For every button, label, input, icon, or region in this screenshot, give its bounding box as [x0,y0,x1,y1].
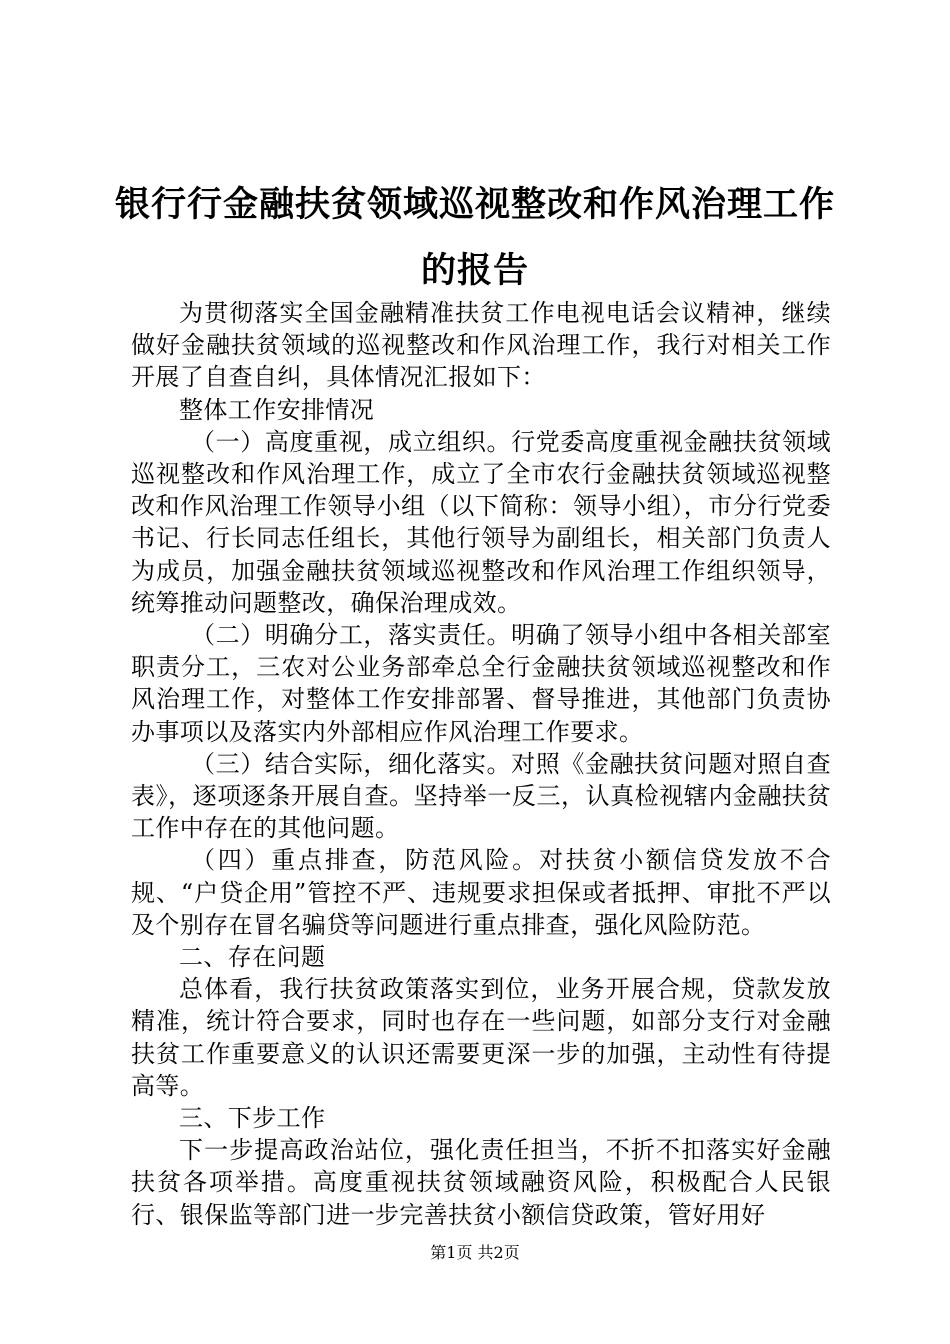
document-body [131,297,831,1231]
section-heading-next-steps: 三、下步工作 [179,1104,326,1133]
paragraph-item-3: （三）结合实际，细化落实。对照《金融扶贫问题对照自查表》，逐项逐条开展自查。坚持举一反三，认真检视辖内金融扶贫工作中存在的其他问题。 [131,749,831,843]
page-footer: 第1页 共2页 [430,1243,520,1262]
section-heading-problems: 二、存在问题 [179,943,326,972]
next-steps-paragraph: 下一步提高政治站位，强化责任担当，不折不扣落实好金融扶贫各项举措。高度重视扶贫领域融资风险，积极配合人民银行、银保监等部门进一步完善扶贫小额信贷政策，管好用好 [131,1136,831,1229]
paragraph-item-1: （一）高度重视，成立组织。行党委高度重视金融扶贫领域巡视整改和作风治理工作，成立了全市农行金融扶贫领域巡视整改和作风治理工作领导小组（以下简称：领导小组），市分行党委书记、行长同志任组长，其他行领导为副组长，相关部门负责人为成员，加强金融扶贫领域巡视整改和作风治理工作组织领导，统筹推动问题整改，确保治理成效。 [131,427,831,617]
document-title-line-1: 银行行金融扶贫领域巡视整改和作风治理工作 [114,184,835,225]
problems-paragraph: 总体看，我行扶贫政策落实到位，业务开展合规，贷款发放精准，统计符合要求，同时也存在一些问题，如部分支行对金融扶贫工作重要意义的认识还需要更深一步的加强，主动性有待提高等。 [131,975,831,1100]
document-title-line-2: 的报告 [420,250,529,291]
paragraph-item-4: （四）重点排查，防范风险。对扶贫小额信贷发放不合规、“户贷企用”管控不严、违规要求担保或者抵押、审批不严以及个别存在冒名骗贷等问题进行重点排查，强化风险防范。 [131,846,831,939]
intro-paragraph: 为贯彻落实全国金融精准扶贫工作电视电话会议精神，继续做好金融扶贫领域的巡视整改和作风治理工作，我行对相关工作开展了自查自纠，具体情况汇报如下： [131,299,831,392]
section-heading-overall: 整体工作安排情况 [179,395,375,424]
paragraph-item-2: （二）明确分工，落实责任。明确了领导小组中各相关部室职责分工，三农对公业务部牵总全行金融扶贫领域巡视整改和作风治理工作，对整体工作安排部署、督导推进，其他部门负责协办事项以及落实内外部相应作风治理工作要求。 [131,621,831,746]
